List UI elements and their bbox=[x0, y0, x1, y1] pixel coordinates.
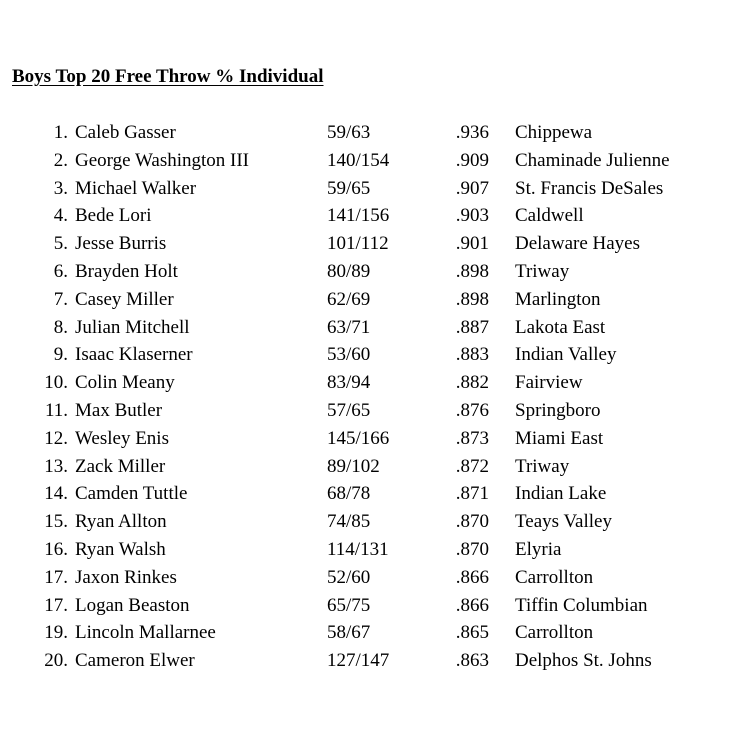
player-name-cell: George Washington III bbox=[75, 149, 250, 171]
rank-cell: 1. bbox=[53, 122, 68, 143]
school-cell: Delphos St. Johns bbox=[515, 650, 652, 672]
rank-cell: 9. bbox=[53, 344, 68, 366]
percentage-cell: .901 bbox=[455, 233, 489, 255]
player-name-cell: Julian Mitchell bbox=[75, 316, 190, 338]
rank-cell: 2. bbox=[53, 149, 68, 171]
percentage-cell: .887 bbox=[455, 316, 489, 338]
player-name-cell: Max Butler bbox=[75, 399, 163, 421]
free-throws-made-cell: 83/94 bbox=[327, 372, 371, 394]
percentage-cell: .936 bbox=[455, 122, 489, 143]
table-row bbox=[0, 147, 755, 175]
rank-cell: 16. bbox=[44, 538, 68, 560]
table-row bbox=[0, 230, 755, 258]
school-cell: Caldwell bbox=[515, 205, 584, 227]
free-throws-made-cell: 59/65 bbox=[327, 177, 371, 199]
school-cell: Carrollton bbox=[515, 622, 594, 644]
player-name-cell: Isaac Klaserner bbox=[75, 344, 193, 366]
rank-cell: 12. bbox=[44, 427, 68, 449]
rank-cell: 17. bbox=[44, 566, 68, 588]
free-throws-made-cell: 80/89 bbox=[327, 260, 371, 282]
player-name-cell: Ryan Walsh bbox=[75, 538, 166, 560]
free-throws-made-cell: 53/60 bbox=[327, 344, 371, 366]
percentage-cell: .872 bbox=[455, 455, 489, 477]
school-cell: Miami East bbox=[515, 427, 604, 449]
rank-cell: 15. bbox=[44, 511, 68, 533]
rank-cell: 14. bbox=[44, 483, 68, 505]
player-name-cell: Ryan Allton bbox=[75, 511, 167, 533]
percentage-cell: .898 bbox=[455, 260, 489, 282]
free-throws-made-cell: 58/67 bbox=[327, 622, 371, 644]
player-name-cell: Brayden Holt bbox=[75, 260, 178, 282]
school-cell: Triway bbox=[515, 455, 570, 477]
percentage-cell: .873 bbox=[455, 427, 489, 449]
free-throws-made-cell: 59/63 bbox=[327, 122, 371, 143]
percentage-cell: .871 bbox=[455, 483, 489, 505]
school-cell: Indian Lake bbox=[515, 483, 607, 505]
percentage-cell: .883 bbox=[455, 344, 489, 366]
percentage-cell: .870 bbox=[455, 538, 489, 560]
rank-cell: 4. bbox=[53, 205, 68, 227]
table-row bbox=[0, 202, 755, 230]
rank-cell: 8. bbox=[53, 316, 68, 338]
percentage-cell: .866 bbox=[455, 566, 489, 588]
table-row bbox=[0, 119, 755, 147]
player-name-cell: Logan Beaston bbox=[75, 594, 190, 616]
player-name-cell: Caleb Gasser bbox=[75, 122, 176, 143]
player-name-cell: Michael Walker bbox=[75, 177, 197, 199]
player-name-cell: Casey Miller bbox=[75, 288, 174, 310]
school-cell: Chippewa bbox=[515, 122, 593, 143]
school-cell: Fairview bbox=[515, 372, 583, 394]
percentage-cell: .903 bbox=[455, 205, 489, 227]
percentage-cell: .876 bbox=[455, 399, 489, 421]
player-name-cell: Cameron Elwer bbox=[75, 650, 195, 672]
free-throws-made-cell: 74/85 bbox=[327, 511, 371, 533]
free-throws-made-cell: 57/65 bbox=[327, 399, 371, 421]
free-throws-made-cell: 52/60 bbox=[327, 566, 371, 588]
player-name-cell: Bede Lori bbox=[75, 205, 152, 227]
table-row bbox=[0, 592, 755, 620]
school-cell: Tiffin Columbian bbox=[515, 594, 648, 616]
rank-cell: 6. bbox=[53, 260, 68, 282]
table-row bbox=[0, 175, 755, 203]
school-cell: Carrollton bbox=[515, 566, 594, 588]
player-name-cell: Jesse Burris bbox=[75, 233, 167, 255]
school-cell: St. Francis DeSales bbox=[515, 177, 664, 199]
school-cell: Triway bbox=[515, 260, 570, 282]
free-throws-made-cell: 140/154 bbox=[327, 149, 390, 171]
table-row bbox=[0, 369, 755, 397]
school-cell: Springboro bbox=[515, 399, 601, 421]
school-cell: Lakota East bbox=[515, 316, 606, 338]
school-cell: Elyria bbox=[515, 538, 562, 560]
rank-cell: 19. bbox=[44, 622, 68, 644]
free-throws-made-cell: 141/156 bbox=[327, 205, 390, 227]
percentage-cell: .870 bbox=[455, 511, 489, 533]
table-row bbox=[0, 564, 755, 592]
rank-cell: 5. bbox=[53, 233, 68, 255]
player-name-cell: Zack Miller bbox=[75, 455, 166, 477]
player-name-cell: Wesley Enis bbox=[75, 427, 169, 449]
free-throws-made-cell: 65/75 bbox=[327, 594, 371, 616]
percentage-cell: .898 bbox=[455, 288, 489, 310]
table-row bbox=[0, 647, 755, 675]
percentage-cell: .865 bbox=[455, 622, 489, 644]
player-name-cell: Camden Tuttle bbox=[75, 483, 188, 505]
percentage-cell: .863 bbox=[455, 650, 489, 672]
percentage-cell: .909 bbox=[455, 149, 489, 171]
table-row bbox=[0, 480, 755, 508]
free-throws-made-cell: 145/166 bbox=[327, 427, 390, 449]
rank-cell: 10. bbox=[44, 372, 68, 394]
table-row bbox=[0, 341, 755, 369]
school-cell: Indian Valley bbox=[515, 344, 617, 366]
table-row bbox=[0, 397, 755, 425]
free-throws-made-cell: 114/131 bbox=[327, 538, 389, 560]
table-row bbox=[0, 314, 755, 342]
table-row bbox=[0, 619, 755, 647]
table-row bbox=[0, 258, 755, 286]
school-cell: Chaminade Julienne bbox=[515, 149, 670, 171]
player-name-cell: Colin Meany bbox=[75, 372, 175, 394]
rank-cell: 17. bbox=[44, 594, 68, 616]
free-throws-made-cell: 68/78 bbox=[327, 483, 371, 505]
school-cell: Delaware Hayes bbox=[515, 233, 641, 255]
percentage-cell: .907 bbox=[455, 177, 489, 199]
table-row bbox=[0, 508, 755, 536]
player-name-cell: Lincoln Mallarnee bbox=[75, 622, 216, 644]
table-row bbox=[0, 536, 755, 564]
rank-cell: 11. bbox=[44, 399, 68, 421]
school-cell: Marlington bbox=[515, 288, 601, 310]
rank-cell: 20. bbox=[44, 650, 68, 672]
free-throws-made-cell: 62/69 bbox=[327, 288, 371, 310]
page-title: Boys Top 20 Free Throw % Individual bbox=[12, 66, 324, 87]
table-row bbox=[0, 425, 755, 453]
player-name-cell: Jaxon Rinkes bbox=[75, 566, 177, 588]
percentage-cell: .882 bbox=[455, 372, 489, 394]
free-throw-table bbox=[0, 119, 755, 675]
percentage-cell: .866 bbox=[455, 594, 489, 616]
rank-cell: 3. bbox=[53, 177, 68, 199]
free-throws-made-cell: 63/71 bbox=[327, 316, 371, 338]
table-row bbox=[0, 286, 755, 314]
table-row bbox=[0, 453, 755, 481]
free-throws-made-cell: 101/112 bbox=[327, 233, 389, 255]
free-throws-made-cell: 127/147 bbox=[327, 650, 390, 672]
rank-cell: 13. bbox=[44, 455, 68, 477]
school-cell: Teays Valley bbox=[515, 511, 612, 533]
rank-cell: 7. bbox=[53, 288, 68, 310]
free-throws-made-cell: 89/102 bbox=[327, 455, 380, 477]
